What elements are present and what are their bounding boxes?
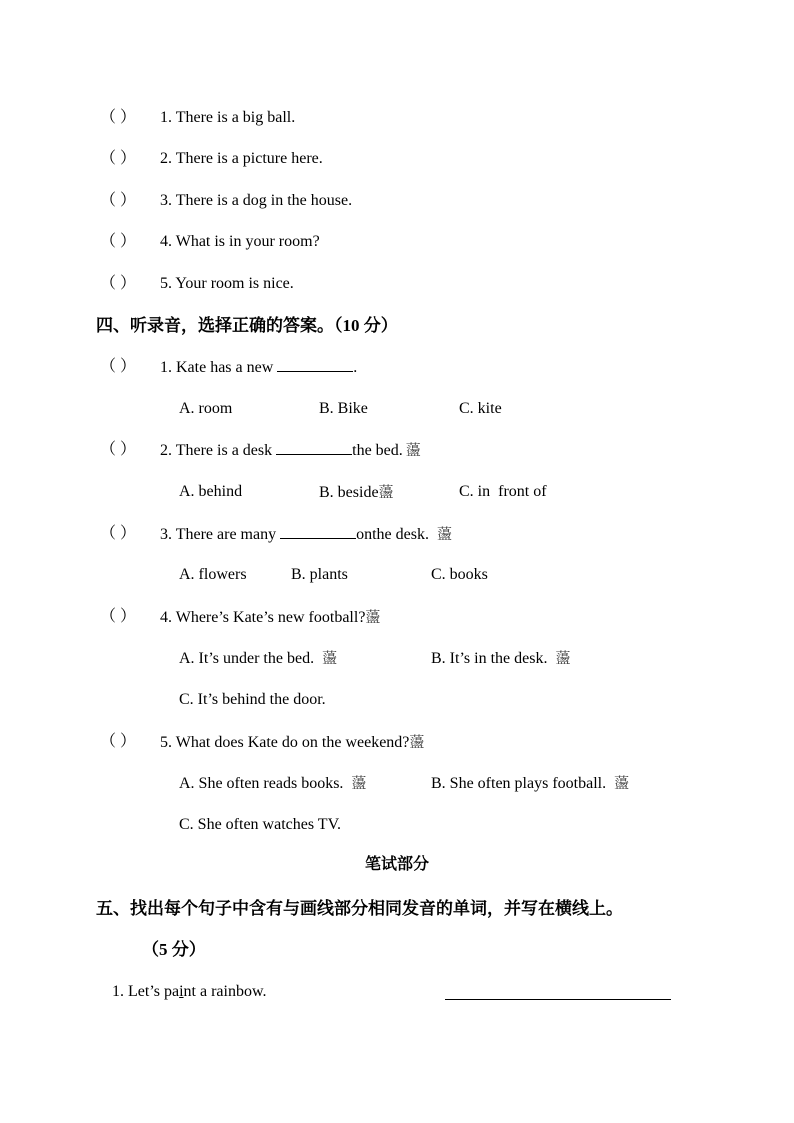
- statement: 5. Your room is nice.: [160, 275, 294, 292]
- statement: 3. There is a dog in the house.: [160, 192, 353, 209]
- question-text-after: the bed.: [352, 442, 403, 459]
- question-text: 3. There are many: [160, 526, 281, 543]
- fill-blank[interactable]: [280, 524, 356, 539]
- answer-paren[interactable]: （ ）: [100, 150, 137, 167]
- statement: 2. There is a picture here.: [160, 150, 323, 167]
- answer-paren[interactable]: （ ）: [100, 275, 137, 292]
- option-a-text: A. She often reads books.: [179, 775, 344, 792]
- question-text: 4. Where’s Kate’s new football?: [160, 609, 366, 626]
- statement: 4. What is in your room?: [160, 233, 320, 250]
- stray-glyph-mark: 蘯: [555, 649, 571, 667]
- option-a[interactable]: A. flowers: [179, 566, 247, 583]
- question-text: 2. There is a desk: [160, 442, 277, 459]
- option-b[interactable]: [431, 773, 629, 794]
- answer-paren[interactable]: （ ）: [100, 233, 137, 250]
- question-2: [160, 440, 421, 461]
- answer-paren[interactable]: （ ）: [100, 109, 137, 126]
- option-a[interactable]: A. room: [179, 400, 233, 417]
- answer-paren[interactable]: （ ）: [100, 358, 137, 375]
- stray-glyph-mark: 蘯: [378, 483, 394, 501]
- option-c[interactable]: C. She often watches TV.: [179, 816, 342, 833]
- option-c[interactable]: C. books: [431, 566, 488, 583]
- option-b-text: B. She often plays football.: [431, 775, 607, 792]
- item-text: 1. Let’s pa: [112, 983, 180, 1000]
- answer-paren[interactable]: （ ）: [100, 608, 137, 625]
- answer-paren[interactable]: （ ）: [100, 441, 137, 458]
- underlined-letter: i: [179, 983, 184, 1000]
- stray-glyph-mark: 蘯: [322, 649, 338, 667]
- option-b-text: B. It’s in the desk.: [431, 650, 548, 667]
- section5-points: （5 分）: [142, 940, 206, 959]
- option-c[interactable]: C. in front of: [459, 483, 547, 500]
- stray-glyph-mark: 蘯: [614, 774, 630, 792]
- answer-paren[interactable]: （ ）: [100, 525, 137, 542]
- stray-glyph-mark: 蘯: [436, 525, 452, 543]
- question-3: [160, 524, 452, 545]
- answer-paren[interactable]: （ ）: [100, 192, 137, 209]
- option-a-text: A. It’s under the bed.: [179, 650, 315, 667]
- item-text-after: nt a rainbow.: [183, 983, 267, 1000]
- option-b[interactable]: [319, 482, 394, 503]
- option-a[interactable]: [179, 648, 337, 669]
- option-c[interactable]: C. kite: [459, 400, 502, 417]
- written-part-title: 笔试部分: [364, 856, 429, 873]
- stray-glyph-mark: 蘯: [405, 441, 421, 459]
- stray-glyph-mark: 蘯: [365, 608, 381, 626]
- section5-heading: 五、找出每个句子中含有与画线部分相同发音的单词，并写在横线上。: [96, 899, 623, 918]
- section4-heading: 四、听录音，选择正确的答案。（10 分）: [96, 316, 398, 335]
- option-b[interactable]: [431, 648, 570, 669]
- section5-item-1: [112, 982, 266, 1002]
- option-a[interactable]: A. behind: [179, 483, 243, 500]
- option-b[interactable]: B. Bike: [319, 400, 368, 417]
- option-a[interactable]: [179, 773, 366, 794]
- question-4: [160, 607, 380, 628]
- question-text-after: .: [353, 359, 358, 376]
- fill-blank[interactable]: [277, 357, 353, 372]
- option-b-text: B. beside: [319, 484, 379, 501]
- stray-glyph-mark: 蘯: [351, 774, 367, 792]
- question-5: [160, 732, 424, 753]
- option-b[interactable]: B. plants: [291, 566, 348, 583]
- statement: 1. There is a big ball.: [160, 109, 296, 126]
- answer-paren[interactable]: （ ）: [100, 733, 137, 750]
- question-text: 5. What does Kate do on the weekend?: [160, 734, 410, 751]
- question-text: 1. Kate has a new: [160, 359, 278, 376]
- fill-blank[interactable]: [276, 440, 352, 455]
- question-text-after: onthe desk.: [356, 526, 429, 543]
- answer-line[interactable]: [445, 999, 671, 1000]
- option-c[interactable]: C. It’s behind the door.: [179, 691, 326, 708]
- question-1: [160, 357, 357, 378]
- stray-glyph-mark: 蘯: [409, 733, 425, 751]
